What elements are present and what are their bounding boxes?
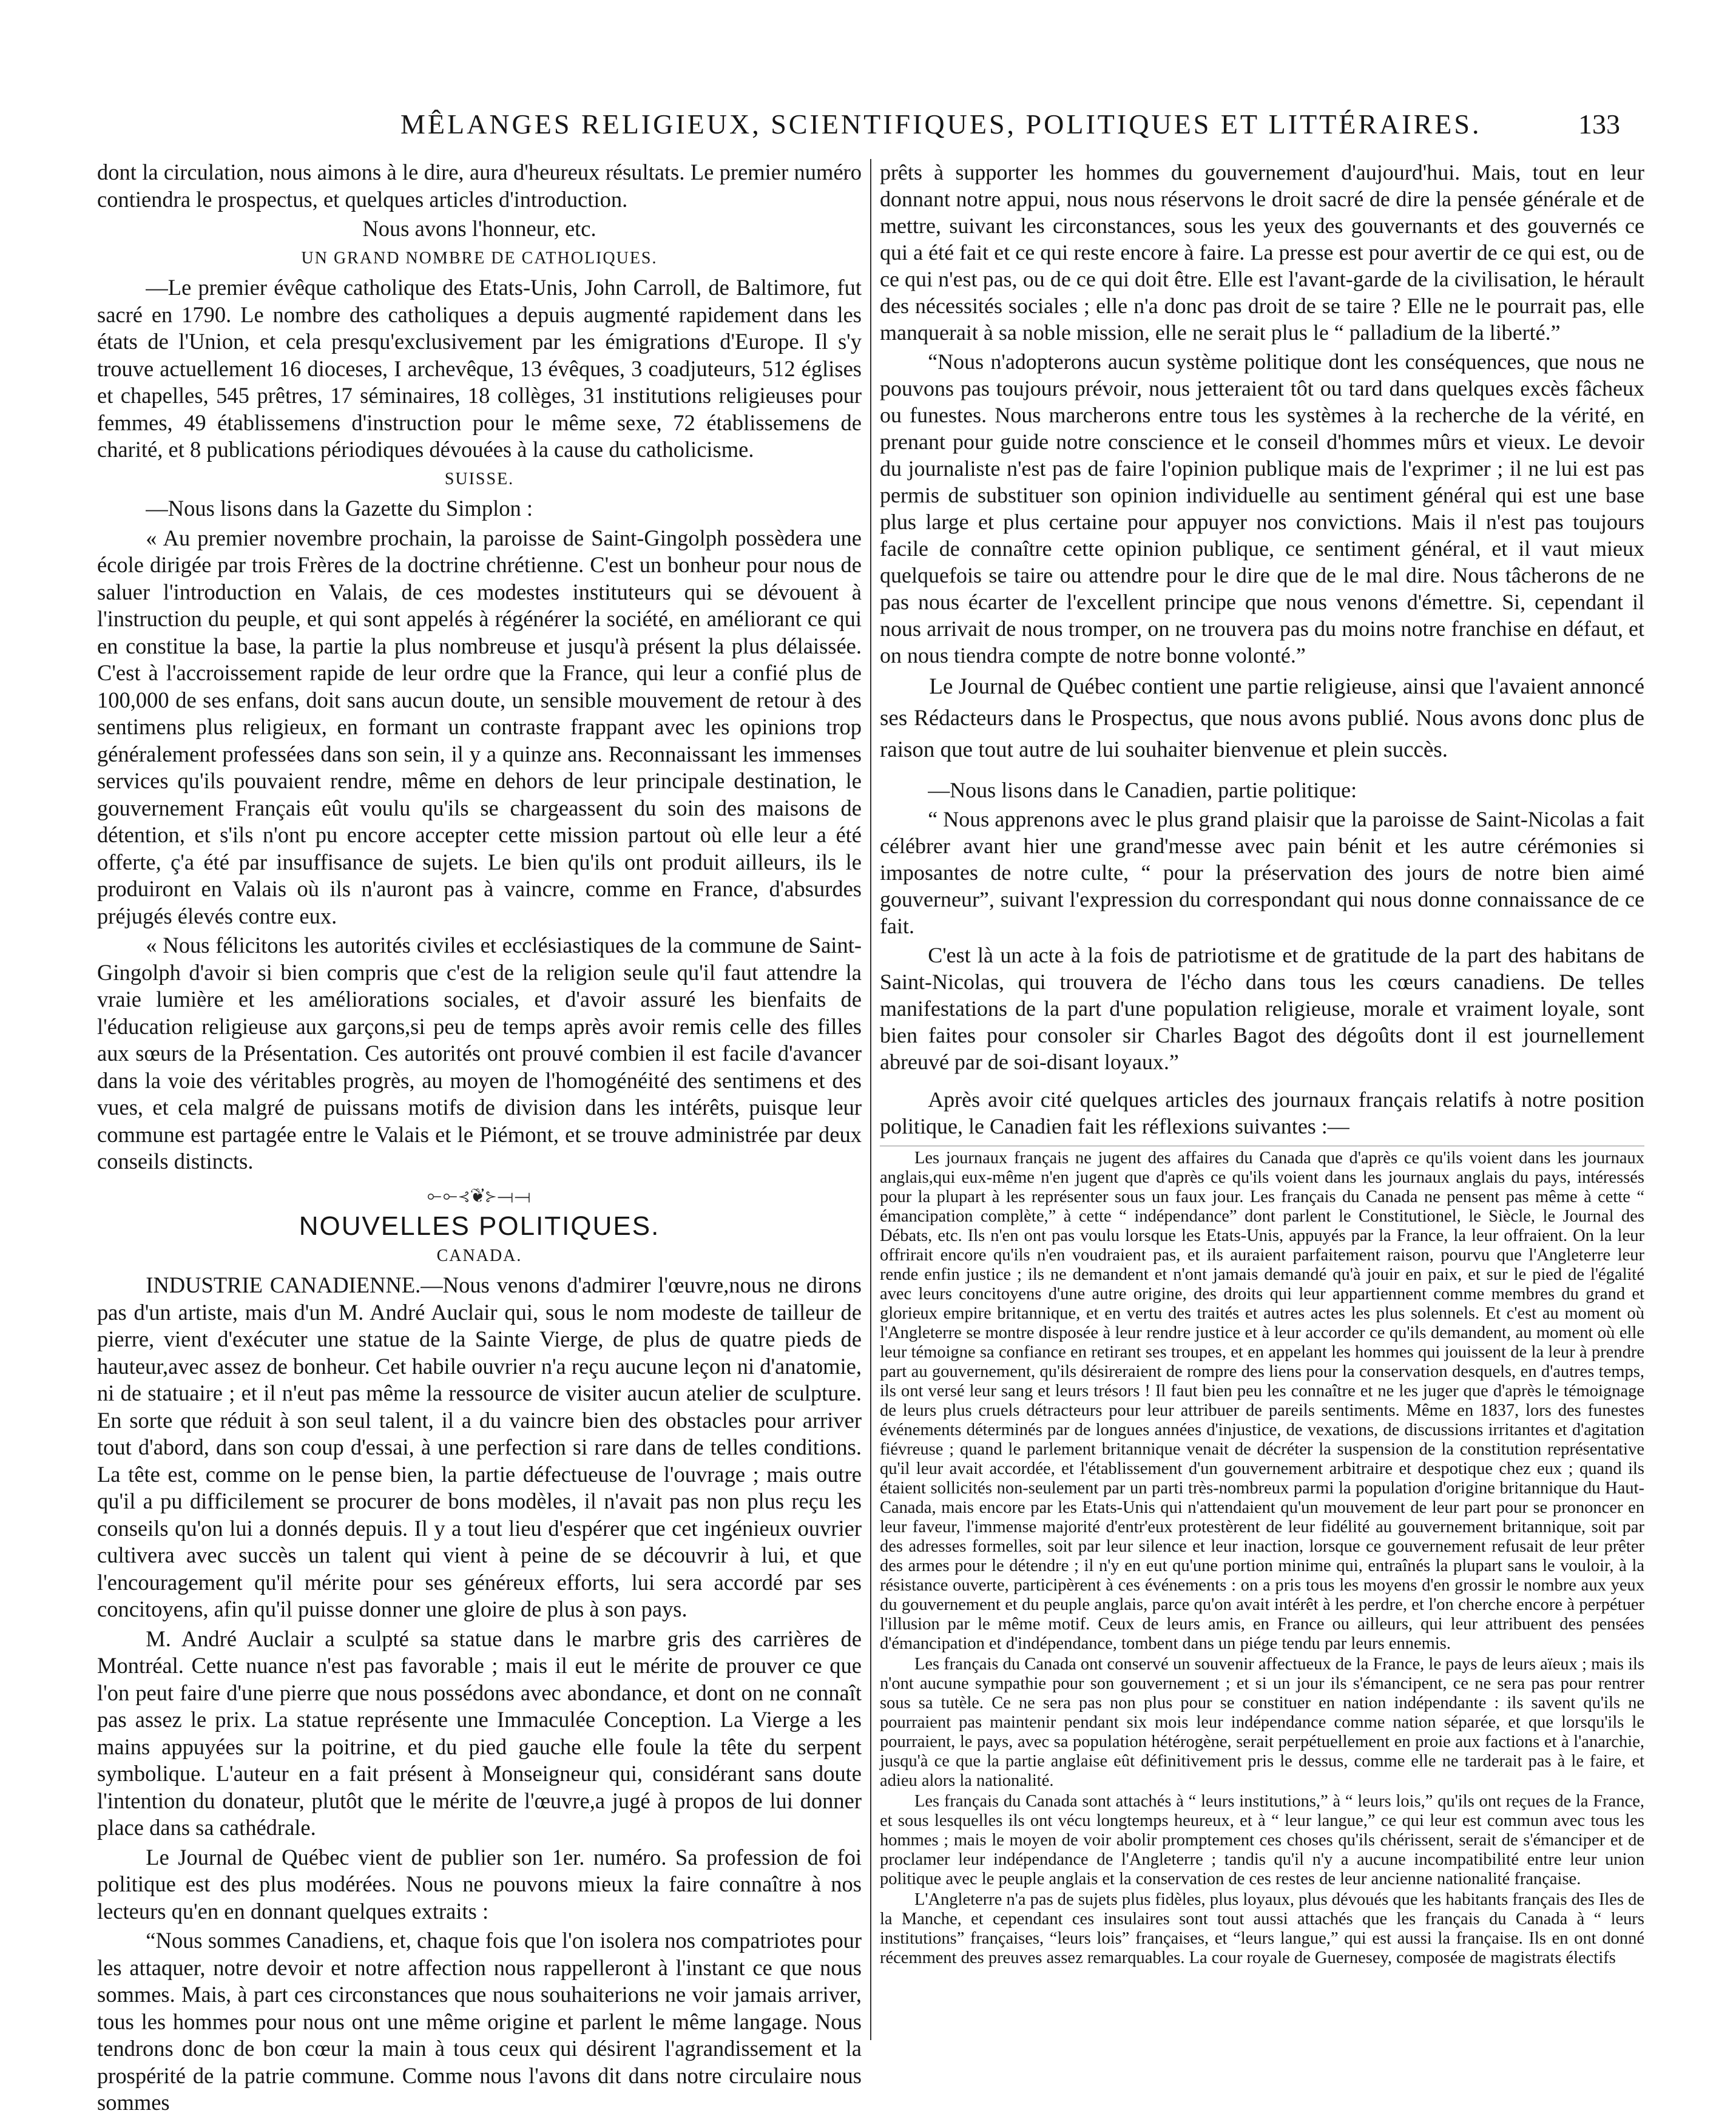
spacer — [880, 768, 1644, 777]
closing-line: Nous avons l'honneur, etc. — [362, 216, 596, 241]
heading-catholiques: UN GRAND NOMBRE DE CATHOLIQUES. — [301, 248, 658, 268]
heading-nouvelles-politiques: NOUVELLES POLITIQUES. — [299, 1211, 660, 1241]
page-number: 133 — [1578, 109, 1620, 140]
suisse-intro: —Nous lisons dans la Gazette du Simplon : — [146, 496, 533, 521]
right-paragraph-2: “Nous n'adopterons aucun système politique dont les conséquences, que nous ne pouvons pas toujours prévoir, nous jetteraient tôt ou tard dans quelques excès fâcheux ou funestes. Nous marcherons entre tous les systèmes à la recherche de la vérité, en prenant pour guide notre conscience et le conseil d'hommes mûrs et vieux. Le devoir du journaliste n'est pas de faire l'opinion publique mais de l'exprimer ; il ne lui est pas permis de substituer son opinion individuelle au sentiment général qui est une base plus large et plus certaine pour appuyer nos convictions. Mais il n'est pas toujours facile de connaître cette opinion publique, ce sentiment général, et il vaut mieux quelquefois se taire ou attendre pour le dire que de le mal dire. Nous tâcherons de ne pas nous écarter de l'excellent principe que nous venons d'émettre. Si, cependant il nous arrivait de nous tromper, on ne trouvera pas du moins notre franchise en défaut, et on nous tiendra compte de notre bonne volonté.” — [880, 350, 1644, 667]
right-column — [880, 159, 1644, 1969]
right-canadien-block — [880, 777, 1644, 1140]
small-print-block — [880, 1146, 1644, 1968]
journal-paragraph: Le Journal de Québec vient de publier son 1er. numéro. Sa profession de foi politique est des plus modérées. Nous ne pouvons mieux la faire connaître à nos lecteurs qu'en en donnant quelques extraits : — [97, 1844, 862, 1924]
left-column — [97, 159, 862, 2119]
small-paragraph-4: L'Angleterre n'a pas de sujets plus fidèles, plus loyaux, plus dévoués que les habitants français des Iles de la Manche, et cependant ces insulaires sont tout aussi attachés que les français du Canada à “ leurs institutions” françaises, “leurs lois” françaises, et “leurs langue,” qui est aussi la française. Ils en ont donné récemment des preuves assez remarquables. La cour royale de Guernesey, composée de magistrats électifs — [880, 1890, 1644, 1967]
industrie-paragraph: INDUSTRIE CANADIENNE.—Nous venons d'admirer l'œuvre,nous ne dirons pas d'un artiste, mais d'un M. André Auclair qui, sous le nom modeste de tailleur de pierre, vient d'exécuter une statue de la Sainte Vierge, de plus de quatre pieds de hauteur,avec assez de bonheur. Cet habile ouvrier n'a reçu aucune leçon ni d'anatomie, ni de statuaire ; et il n'eut pas même la ressource de visiter aucun atelier de sculpture. En sorte que réduit à son seul talent, il a du vaincre bien des obstacles pour arriver tout d'abord, dans son coup d'essai, à une perfection si rare dans de telles conditions. La tête est, comme on le pense bien, la partie défectueuse de l'ouvrage ; mais outre qu'il a pu difficilement se procurer de bons modèles, il n'avait pas non plus reçu les conseils qu'on lui a donnés depuis. Il y a tout lieu d'espérer que cet ingénieux ouvrier cultivera avec succès un talent qui vient à peine de se découvrir à lui, et que l'encouragement qu'il mérite pour ses généreux efforts, lui sera accordé par ses concitoyens, afin qu'il puisse donner une gloire de plus à son pays. — [97, 1272, 862, 1621]
column-divider — [870, 159, 871, 2040]
canadiens-paragraph: “Nous sommes Canadiens, et, chaque fois que l'on isolera nos compatriotes pour les attaquer, notre devoir et notre affection nous rappelleront à l'instant ce que nous sommes. Mais, à part ces circonstances que nous souhaiterions ne voir jamais arriver, tous les hommes pour nous ont une même origine et parlent le même langage. Nous tendrons donc de bon cœur la main à tous ceux qui désirent l'agrandissement et la prospérité de la patrie commune. Comme nous l'avons dit dans notre circulaire nous sommes — [97, 1928, 862, 2115]
suisse-paragraph-2: « Nous félicitons les autorités civiles et ecclésiastiques de la commune de Saint-Gingolph d'avoir si bien compris que c'est de la religion seule qu'il faut attendre la vraie lumière et les améliorations sociales, et d'avoir assuré les bienfaits de l'éducation religieuse aux garçons,si peu de temps après avoir remis celle des filles aux sœurs de la Présentation. Ces autorités ont prouvé combien il est facile d'avancer dans la voie des véritables progrès, au moyen de l'homogénéité des sentimens et des vues, et cela malgré de puissans motifs de division dans les intérêts, puisque leur commune est partagée entre le Valais et le Piémont, et se trouve administrée par deux conseils distincts. — [97, 933, 862, 1174]
right-middle-block — [880, 671, 1644, 777]
right-paragraph-3: Le Journal de Québec contient une partie religieuse, ainsi que l'avaient annoncé ses Rédacteurs dans le Prospectus, que nous avons publié. Nous avons donc plus de raison que tout autre de lui souhaiter bienvenue et plein succès. — [880, 674, 1644, 762]
intro-paragraph: dont la circulation, nous aimons à le dire, aura d'heureux résultats. Le premier numéro contiendra le prospectus, et quelques articles d'introduction. — [97, 160, 862, 212]
ornament-divider: ⟜⟜⊰❦⊱⟞⟞ — [427, 1185, 532, 1206]
heading-suisse: SUISSE. — [444, 469, 515, 488]
catholiques-paragraph: —Le premier évêque catholique des Etats-Unis, John Carroll, de Baltimore, fut sacré en 1790. Le nombre des catholiques a depuis augmenté rapidement dans les états de l'Union, et cela presqu'exclusivement par les émigrations d'Europe. Il s'y trouve actuellement 16 dioceses, I archevêque, 13 évêques, 3 coadjuteurs, 512 églises et chapelles, 545 prêtres, 17 séminaires, 18 collèges, 31 institutions religieuses pour femmes, 49 établissemens d'instruction pour le même sexe, 72 établissemens de charité, et 8 publications périodiques dévouées à la cause du catholicisme. — [97, 275, 862, 462]
page-header — [91, 108, 1620, 157]
small-paragraph-2: Les français du Canada ont conservé un souvenir affectueux de la France, le pays de leurs aïeux ; mais ils n'ont aucune sympathie pour son gouvernement ; et si un jour ils s'émancipent, ce ne sera pas pour rentrer sous sa tutèle. Ce ne sera pas non plus pour se constituer en nation indépendante : ils savent qu'ils ne pourraient pas maintenir pendant six mois leur indépendance comme nation séparée, et que lorsqu'ils le pourraient, le pays, avec sa population hétérogène, serait perpétuellement en proie aux factions et à l'anarchie, jusqu'à ce que la partie anglaise eût définitivement pris le dessus, comme elle ne tarderait pas à le faire, et adieu alors la nationalité. — [880, 1655, 1644, 1790]
spacer — [880, 1078, 1644, 1086]
right-top-block — [880, 159, 1644, 669]
small-paragraph-3: Les français du Canada sont attachés à “ leurs institutions,” à “ leurs lois,” qu'ils ont reçues de la France, et sous lesquelles ils ont vécu longtemps heureux, et à “ leur langue,” ce qui leur est commun avec tous les hommes ; mais le moyen de voir abolir promptement ces choses qu'ils chérissent, serait de s'émanciper et de proclamer leur indépendance de l'Angleterre ; tandis qu'il n'y a aucune incompatibilité entre leur union politique avec le peuple anglais et la conservation de ces restes de leur ancienne nationalité française. — [880, 1792, 1644, 1888]
heading-canada: CANADA. — [436, 1246, 522, 1265]
right-paragraph-7: Après avoir cité quelques articles des journaux français relatifs à notre position politique, le Canadien fait les réflexions suivantes :— — [880, 1087, 1644, 1138]
small-paragraph-1: Les journaux français ne jugent des affaires du Canada que d'après ce qu'ils voient dans les journaux anglais,qui eux-même n'en jugent que d'après ce qu'ils voient dans les journaux anglais du pays, intéressés pour la plupart à les représenter sous un faux jour. Les français du Canada ne pensent pas même à cette “ émancipation complète,” à cette “ indépendance” dont parlent le Constitutionel, le Siècle, le Journal des Débats, etc. Ils n'en ont pas voulu lorsque les Etats-Unis, appuyés par la France, la leur offraient. On la leur offrirait encore qu'ils n'en voudraient pas, et ils auraient parfaitement raison, pourvu que l'Angleterre leur rende enfin justice ; ils ne demandent et n'ont jamais demandé qu'à jouir en paix, et sur le pied de l'égalité avec leurs concitoyens d'une autre origine, des droits qui leur appartiennent comme membres du grand et glorieux empire britannique, et en vertu des traités et autres actes les plus solennels. Et c'est au moment où l'Angleterre se montre disposée à leur rendre justice et à leur accorder ce qu'ils demandent, au moment où elle leur témoigne sa confiance en retirant ses troupes, et en appelant les hommes qui jouissent de la leur à prendre part au gouvernement, qu'ils désireraient de rompre des liens pour la conservation desquels, en d'autres temps, ils ont versé leur sang et leurs trésors ! Il faut bien peu les connaître et ne les juger que d'après le témoignage de leurs plus cruels détracteurs pour leur attribuer de pareils sentiments. Même en 1837, lors des funestes événements déterminés par de longues années d'injustice, de vexations, de discussions irritantes et d'agitation fiévreuse ; quand le parlement britannique venait de décréter la suspension de la constitution représentative qu'il leur avait accordée, et l'établissement d'un gouvernement arbitraire et despotique chez eux ; quand ils étaient sollicités non-seulement par un parti très-nombreux parmi la population d'origine britannique du Haut-Canada, mais encore par les Etats-Unis qui n'attendaient qu'un mouvement de leur part pour se prononcer en leur faveur, l'immense majorité d'entr'eux protestèrent de leur fidélité au gouvernement britannique, soit par des adresses formelles, soit par leur silence et leur inaction, lorsque ce gouvernement refusait de leur prêter des armes pour le détendre ; il n'y en eut qu'une portion minime qui, entraînés la plupart sans le vouloir, à la résistance ouverte, participèrent à ces événements : on a pris tous les moyens d'en grossir le nombre aux yeux du gouvernement et du peuple anglais, parce qu'on avait intérêt à les perdre, et l'on cherche encore à perpétuer l'illusion par le même motif. Ceux de leurs amis, en France ou ailleurs, qui leur attribuent des pensées d'émancipation et d'indépendance, tombent dans un piége tendu par leurs ennemis. — [880, 1149, 1644, 1653]
right-paragraph-5: “ Nous apprenons avec le plus grand plaisir que la paroisse de Saint-Nicolas a fait célébrer avant hier une grand'messe avec pain bénit et les autre cérémonies si imposantes de notre culte, “ pour la préservation des jours de notre bien aimé gouverneur”, suivant l'expression du correspondant qui nous donne connaissance de ce fait. — [880, 807, 1644, 938]
running-title: MÊLANGES RELIGIEUX, SCIENTIFIQUES, POLITIQUES ET LITTÉRAIRES. — [400, 109, 1482, 140]
right-paragraph-1: prêts à supporter les hommes du gouvernement d'aujourd'hui. Mais, tout en leur donnant notre appui, nous nous réservons le droit sacré de dire la pensée générale et de mettre, suivant les circonstances, sous les yeux des gouvernants et des gouvernés ce qui a été fait et ce qui reste encore à faire. La presse est pour avertir de ce qui est, ou de ce qui n'est pas, ou de ce qui doit être. Elle est l'avant-garde de la civilisation, le hérault des nécessités sociales ; elle n'a donc pas droit de se taire ? Elle ne le pourrait pas, elle manquerait à sa noble mission, elle ne serait plus le “ palladium de la liberté.” — [880, 160, 1644, 345]
right-paragraph-4: —Nous lisons dans le Canadien, partie politique: — [928, 778, 1357, 802]
auclair-paragraph: M. André Auclair a sculpté sa statue dans le marbre gris des carrières de Montréal. Cette nuance n'est pas favorable ; mais il eut le mérite de prouver ce que l'on peut faire d'une pierre que nous possédons avec abondance, et dont on ne connaît pas assez le prix. La statue représente une Immaculée Conception. La Vierge a les mains appuyées sur la poitrine, et du pied gauche elle foule la tête du serpent symbolique. L'auteur en a fait présent à Monseigneur qui, considérant sans doute l'intention du donateur, plutôt que le mérite de l'œuvre,a jugé à propos de lui donner place dans sa cathédrale. — [97, 1626, 862, 1840]
suisse-paragraph-1: « Au premier novembre prochain, la paroisse de Saint-Gingolph possèdera une école dirigée par trois Frères de la doctrine chrétienne. C'est un bonheur pour nous de saluer l'introduction en Valais, de ces modestes instituteurs qui se dévouent à l'instruction du peuple, et qui sont appelés à régénérer la société, en améliorant ce qui en constitue la base, la partie la plus nombreuse et jusqu'à présent la plus délaissée. C'est à l'accroissement rapide de leur ordre que la France, qui leur a confié plus de 100,000 de ses enfans, doit sans aucun doute, un sensible mouvement de retour à des sentimens plus religieux, en formant un contraste frappant avec les opinions trop généralement professées dans son sein, il y a quinze ans. Reconnaissant les immenses services qu'ils pouvaient rendre, même en dehors de leur principale destination, le gouvernement Français eût voulu qu'ils se chargeassent du soin des maisons de détention, et s'ils n'ont pu encore accepter cette mission partout où elle leur a été offerte, ç'a été par insuffisance de sujets. Le bien qu'ils ont produit ailleurs, ils le produiront en Valais où ils n'auront pas à vaincre, comme en France, d'absurdes préjugés élevés contre eux. — [97, 525, 862, 928]
right-paragraph-6: C'est là un acte à la fois de patriotisme et de gratitude de la part des habitans de Saint-Nicolas, qui trouvera de l'écho dans tous les cœurs canadiens. De telles manifestations de la part d'une population religieuse, morale et vraiment loyale, sont bien faites pour consoler sir Charles Bagot des dégoûts dont il est journellement abreuvé par de soi-disant loyaux.” — [880, 943, 1644, 1074]
